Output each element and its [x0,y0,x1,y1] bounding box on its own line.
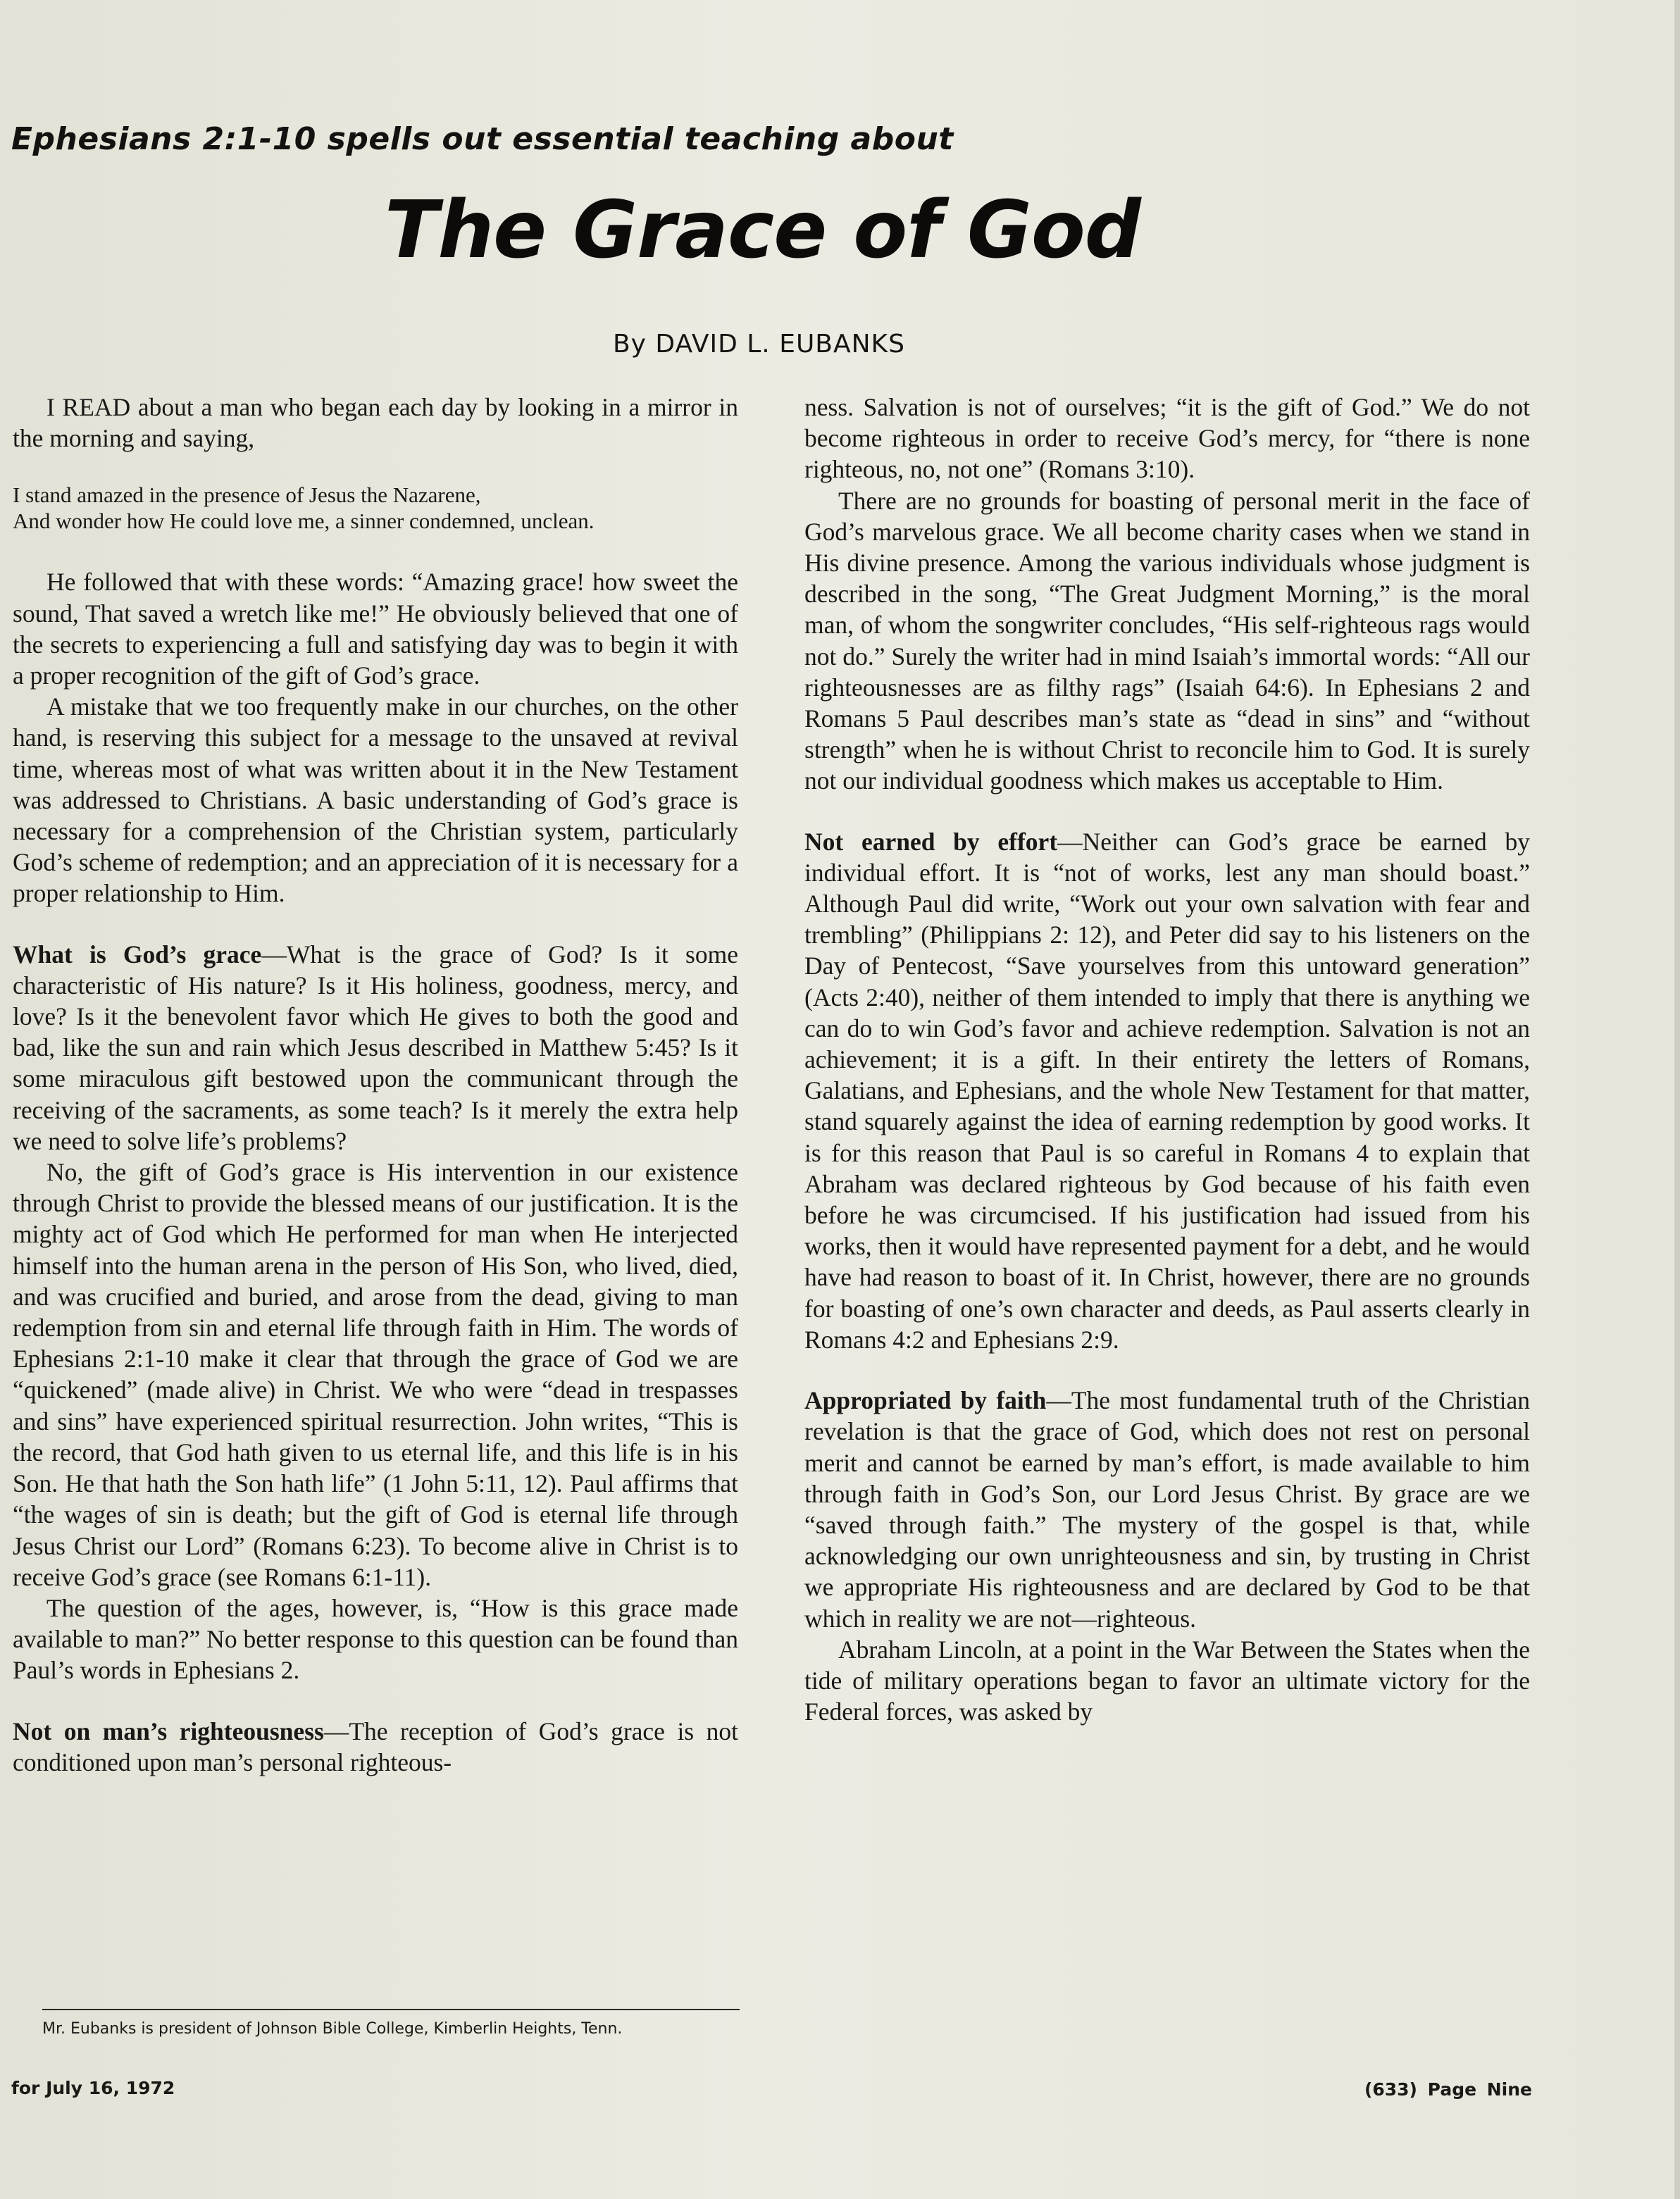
paragraph: No, the gift of God’s grace is His intervention in our existence through Christ to provide the blessed means of our justification. It is the mighty act of God which He performed for man when He interjected himself into the human arena in the person of His Son, who lived, died, and was crucified and buried, and arose from the dead, giving to man redemption from sin and eternal life through faith in Him. The words of Ephesians 2:1-10 make it clear that through the grace of God we are “quickened” (made alive) in Christ. We who were “dead in trespasses and sins” have experienced spiritual resurrection. John writes, “This is the record, that God hath given to us eternal life, and this life is in his Son. He that hath the Son hath life” (1 John 5:11, 12). Paul affirms that “the wages of sin is death; but the gift of God is eternal life through Jesus Christ our Lord” (Romans 6:23). To become alive in Christ is to receive God’s grace (see Romans 6:1-11). [13,1158,738,1591]
section-heading: What is God’s grace [13,940,262,968]
section-text: —The most fundamental truth of the Christian revelation is that the grace of God, which does not rest on personal merit and cannot be earned by man’s effort, is made available to him through faith in God’s Son, our Lord Jesus Christ. By grace are we “saved through faith.” The mystery of the gospel is that, while acknowledging our own unrighteousness and sin, by trusting in Christ we appropriate His righteousness and are declared by God to be that which in reality we are not—righteous. [804,1386,1530,1633]
article-byline: By DAVID L. EUBANKS [612,330,906,359]
left-column [13,392,738,1778]
section-paragraph [13,939,738,1157]
section-paragraph [13,1716,738,1778]
paragraph: The question of the ages, however, is, “How is this grace made available to man?” No better response to this question can be found than Paul’s words in Ephesians 2. [13,1593,738,1685]
paragraph: He followed that with these words: “Amazing grace! how sweet the sound, That saved a wretch like me!” He obviously believed that one of the secrets to experiencing a full and satisfying day was to begin it with a proper recognition of the gift of God’s grace. [13,568,738,690]
hymn-line: I stand amazed in the presence of Jesus the Nazarene, [13,482,481,508]
paragraph: ness. Salvation is not of ourselves; “it is the gift of God.” We do not become righteous in order to receive God’s mercy, for “there is none righteous, no, not one” (Romans 3:10). [804,393,1530,484]
section-heading: Not earned by effort [804,827,1058,856]
article-kicker: Ephesians 2:1-10 spells out essential teaching about [11,121,954,157]
section-text: —The reception of God’s grace is not conditioned upon man’s personal righteous- [13,1717,739,1776]
paragraph: I READ about a man who began each day by looking in a mirror in the morning and saying, [13,393,738,453]
paragraph: Abraham Lincoln, at a point in the War Between the States when the tide of military operations began to favor an ultimate victory for the Federal forces, was asked by [804,1635,1530,1726]
article-title: The Grace of God [385,185,1140,276]
section-text: —What is the grace of God? Is it some characteristic of His nature? Is it His holiness, goodness, mercy, and love? Is it the benevolent favor which He gives to both the good and bad, like the sun and rain which Jesus described in Matthew 5:45? Is it some miraculous gift bestowed upon the communicant through the receiving of the sacraments, as some teach? Is it merely the extra help we need to solve life’s problems? [13,940,738,1155]
section-paragraph [804,1385,1530,1634]
paragraph: There are no grounds for boasting of personal merit in the face of God’s marvelous grace. We all become charity cases when we stand in His divine presence. Among the various individuals whose judgment is described in the song, “The Great Judgment Morning,” is the moral man, of whom the songwriter concludes, “His self-righteous rags would not do.” Surely the writer had in mind Isaiah’s immortal words: “All our righteousnesses are as filthy rags” (Isaiah 64:6). In Ephesians 2 and Romans 5 Paul describes man’s state as “dead in sins” and “without strength” when he is without Christ to reconcile him to God. It is surely not our individual goodness which makes us acceptable to Him. [804,486,1530,795]
page-edge-shadow [1674,0,1680,2199]
right-column [804,392,1530,1727]
author-footnote: Mr. Eubanks is president of Johnson Bible College, Kimberlin Heights, Tenn. [42,2020,623,2038]
footnote-divider [42,2009,740,2010]
hymn-line: And wonder how He could love me, a sinner condemned, unclean. [13,509,595,534]
issue-date: for July 16, 1972 [11,2078,175,2098]
section-heading: Appropriated by faith [804,1386,1047,1415]
section-paragraph [804,826,1530,1355]
section-text: —Neither can God’s grace be earned by individual effort. It is “not of works, lest any man should boast.” Although Paul did write, “Work out your own salvation with fear and trembling” (Philippians 2: 12), and Peter did say to his listeners on the Day of Pentecost, “Save yourselves from this untoward generation” (Acts 2:40), neither of them intended to imply that there is anything we can do to win God’s favor and achieve redemption. Salvation is not an achievement; it is a gift. In their entirety the letters of Romans, Galatians, and Ephesians, and the whole New Testament for that matter, stand squarely against the idea of earning redemption by good works. It is for this reason that Paul is so careful in Romans 4 to explain that Abraham was declared righteous by God because of his faith even before he was circumcised. If his justification had issued from his works, then it would have represented payment for a debt, and he would have had reason to boast of it. In Christ, however, there are no grounds for boasting of one’s own character and deeds, as Paul asserts clearly in Romans 4:2 and Ephesians 2:9. [804,827,1531,1354]
page-number: (633) Page Nine [1364,2079,1532,2100]
paragraph: A mistake that we too frequently make in our churches, on the other hand, is reserving this subject for a message to the unsaved at revival time, whereas most of what was written about it in the New Testament was addressed to Christians. A basic understanding of God’s grace is necessary for a comprehension of the Christian system, particularly God’s scheme of redemption; and an appreciation of it is necessary for a proper relationship to Him. [13,692,738,908]
section-heading: Not on man’s righteousness [13,1717,324,1745]
hymn-quote [13,482,738,534]
